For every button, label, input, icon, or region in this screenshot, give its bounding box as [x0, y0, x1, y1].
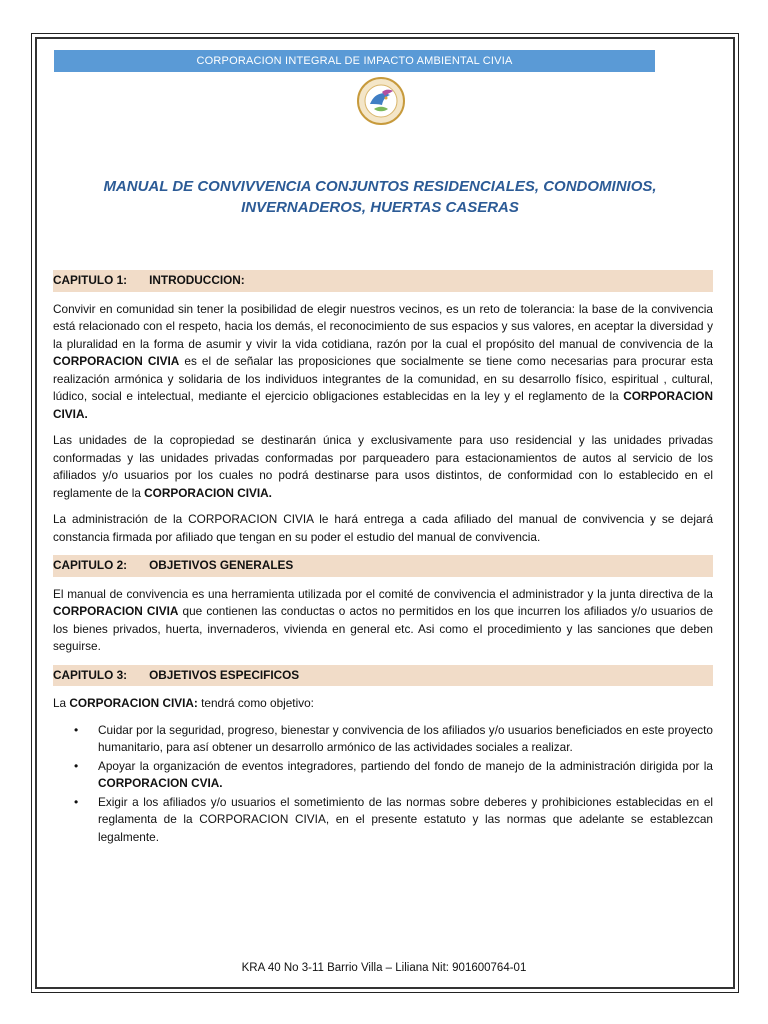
- chapter-1-heading: [53, 270, 713, 292]
- bold-org-name: CORPORACION CIVIA.: [53, 389, 713, 421]
- chapter-2-number: CAPITULO 2:: [53, 558, 128, 572]
- paragraph-introduction: [53, 301, 713, 424]
- chapter-3-number: CAPITULO 3:: [53, 667, 128, 682]
- chapter-3-heading: [53, 665, 713, 687]
- bullet-icon: •: [74, 758, 79, 773]
- list-item-text: Cuidar por la seguridad, progreso, bienestar y convivencia de los afiliados y/o usuarios beneficiados en este proyecto humanitario, para así obtener un desarrollo armónico de las actividades sociales a realizar.: [98, 722, 713, 754]
- chapter-1-name: INTRODUCCION:: [149, 273, 245, 287]
- list-item: [74, 794, 713, 847]
- bold-org-name: CORPORACION CIVIA: [53, 354, 180, 368]
- chapter-2-heading: [53, 555, 713, 577]
- paragraph-text: Las unidades de la copropiedad se destinarán única y exclusivamente para uso residencial y las unidades privadas conformadas y las unidades privadas conformadas por parqueadero para estacionamientos de autos al servicio de los afiliados y/o usuarios por los cuales no podrá destinarse para usos distintos, de conformidad con lo establecido en el reglamente de la: [53, 433, 713, 500]
- paragraph-text: El manual de convivencia es una herramienta utilizada por el comité de convivencia el administrador y la junta directiva de la: [53, 586, 713, 601]
- footer-address: KRA 40 No 3-11 Barrio Villa – Liliana Nit: 901600764-01: [241, 962, 527, 974]
- bullet-icon: •: [74, 722, 79, 737]
- list-item: [74, 722, 713, 757]
- paragraph-administration: La administración de la CORPORACION CIVIA le hará entrega a cada afiliado del manual de convivencia y se dejará constancia firmada por afiliado que tengan en su poder el estudio del manual de convivencia.: [53, 512, 713, 544]
- paragraph-text: Convivir en comunidad sin tener la posibilidad de elegir nuestros vecinos, es un reto de tolerancia: la base de la convivencia está relacionado con el respeto, hacia los demás, el reconocimiento de sus espacios y sus valores, en aceptar la diversidad y la pluralidad en la forma de asumir y vivir la vida cotidiana, razón por la cual el propósito del manual de convivencia de la: [53, 301, 713, 351]
- title-line-1: MANUAL DE CONVIVVENCIA CONJUNTOS RESIDENCIALES, CONDOMINIOS,: [103, 178, 657, 195]
- paragraph-general-objectives: [53, 586, 713, 656]
- bold-org-name: CORPORACION CIVIA.: [144, 485, 272, 500]
- paragraph-units: [53, 432, 713, 502]
- title-line-2: INVERNADEROS, HUERTAS CASERAS: [241, 199, 519, 216]
- list-item: [74, 758, 713, 793]
- document-title: [60, 176, 700, 218]
- document-body: [53, 270, 713, 847]
- chapter-1-number: CAPITULO 1:: [53, 273, 128, 287]
- paragraph-specific-intro: [53, 695, 713, 713]
- objectives-list: [53, 722, 713, 847]
- list-item-text: Exigir a los afiliados y/o usuarios el sometimiento de las normas sobre deberes y prohibiciones establecidas en el reglamenta de la CORPORACION CIVIA, en el presente estatuto y las normas que adelante se establezcan legalmente.: [98, 794, 713, 844]
- paragraph-text: es el de señalar las proposiciones que socialmente se tiene como necesarias para procurar esta realización armónica y solidaria de los individuos integrantes de la comunidad, en su desarrollo físico, espiritual , cultural, lúdico, social e intelectual, mediante el ejercicio obligaciones establecidas en la ley y el reglamento de la: [53, 354, 713, 403]
- header-title: CORPORACION INTEGRAL DE IMPACTO AMBIENTAL CIVIA: [196, 55, 513, 67]
- bold-org-name: CORPORACION CVIA.: [98, 776, 223, 790]
- paragraph-text: que contienen las conductas o actos no permitidos en los que incurren los afiliados y/o usuarios de los bienes privados, huerta, invernaderos, vivienda en general etc. Asi como el procedimiento y las sanciones que deben seguirse.: [53, 604, 714, 653]
- paragraph-text: tendrá como objetivo:: [197, 696, 314, 710]
- header-bar: [54, 50, 655, 72]
- chapter-3-name: OBJETIVOS ESPECIFICOS: [149, 667, 300, 682]
- list-item-text: Apoyar la organización de eventos integradores, partiendo del fondo de manejo de la administración dirigida por la: [98, 758, 713, 773]
- bullet-icon: •: [74, 794, 79, 809]
- corporation-logo-icon: [356, 76, 406, 126]
- paragraph-text: La: [53, 696, 70, 710]
- chapter-2-name: OBJETIVOS GENERALES: [149, 558, 294, 572]
- bold-org-name: CORPORACION CIVIA: [53, 604, 179, 618]
- bold-org-name: CORPORACION CIVIA:: [69, 696, 198, 710]
